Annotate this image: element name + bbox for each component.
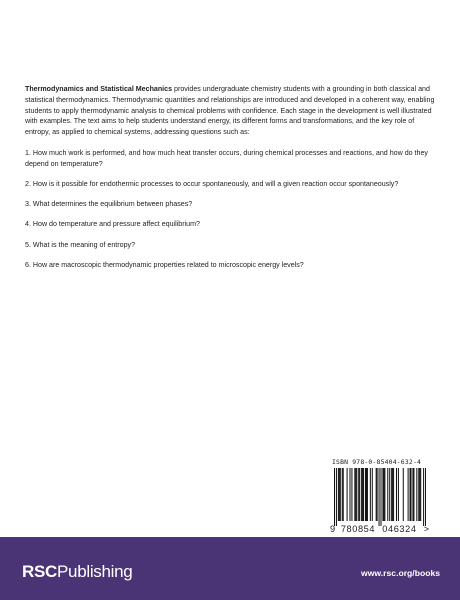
question-4: 4. How do temperature and pressure affect equilibrium?	[25, 220, 200, 229]
barcode-bar	[356, 468, 357, 521]
website-link[interactable]: www.rsc.org/books	[361, 568, 440, 578]
barcode-bar	[342, 468, 343, 521]
barcode-bar	[336, 468, 337, 526]
barcode-bar	[372, 468, 373, 521]
question-5: 5. What is the meaning of entropy?	[25, 240, 136, 249]
question-2: 2. How is it possible for endothermic processes to occur spontaneously, and will a given reaction occur spontaneously?	[25, 179, 399, 188]
barcode-bar	[396, 468, 397, 521]
barcode-bar	[351, 468, 352, 521]
barcode-bar	[361, 468, 362, 521]
barcode-bar	[419, 468, 420, 521]
question-3: 3. What determines the equilibrium between phases?	[25, 200, 193, 209]
barcode-bar	[423, 468, 424, 526]
barcode-bar	[365, 468, 366, 521]
barcode-bar	[387, 468, 388, 521]
barcode-bar	[416, 468, 417, 521]
barcode-bar	[383, 468, 384, 521]
blurb-text	[25, 84, 435, 280]
barcode-bar	[391, 468, 392, 521]
barcode-bar	[363, 468, 364, 521]
barcode-digits	[329, 524, 429, 534]
barcode-bar	[379, 468, 380, 526]
barcode-bar	[339, 468, 340, 521]
barcode-bar	[418, 468, 419, 521]
barcode-bar	[425, 468, 426, 526]
barcode-bar	[392, 468, 393, 521]
barcode-digits-right: 046324	[382, 524, 417, 534]
rsc-publishing-logo	[22, 562, 132, 582]
barcode-digits-left: 780854	[340, 524, 376, 534]
question-1: 1. How much work is performed, and how much heat transfer occurs, during chemical processes and reactions, and how do they depend on temperature?	[25, 148, 428, 168]
barcode-bar	[398, 468, 399, 521]
barcode-bar	[412, 468, 413, 521]
barcode-bar	[411, 468, 412, 521]
barcode-bar	[410, 468, 411, 521]
barcode-bar	[347, 468, 348, 521]
isbn-label: ISBN 978-0-85404-632-4	[332, 458, 422, 466]
barcode-bar	[384, 468, 385, 521]
barcode-bar	[349, 468, 350, 521]
barcode-bar	[403, 468, 404, 521]
barcode-bar	[338, 468, 339, 521]
question-6: 6. How are macroscopic thermodynamic properties related to microscopic energy levels?	[25, 260, 304, 269]
intro-paragraph	[25, 84, 435, 138]
barcode-bar	[376, 468, 377, 521]
barcode-bar	[370, 468, 371, 521]
barcode-bar	[408, 468, 409, 521]
barcode-bar	[380, 468, 381, 526]
barcode-bar	[420, 468, 421, 521]
intro-text: provides undergraduate chemistry students with a grounding in both classical and statistical thermodynamics. Thermodynamic quantities and relationships are introduced and developed in a coherent way, enabling students to apply thermodynamic analysis to chemical problems with confidence. Each stage in the development is well illustrated with examples. The text aims to help students understand energy, its different forms and transformations, and the key role of entropy, as applied to chemical systems, addressing questions such as:	[25, 85, 435, 137]
barcode-bar	[358, 468, 359, 521]
barcode-arrow: >	[423, 524, 429, 534]
barcode-digit-first: 9	[330, 524, 336, 534]
barcode-bar	[377, 468, 378, 521]
barcode-bar	[413, 468, 414, 521]
brand-publishing: Publishing	[57, 562, 133, 581]
barcode-bar	[343, 468, 344, 521]
barcode-bar	[366, 468, 367, 521]
barcode	[329, 458, 429, 538]
brand-rsc: RSC	[22, 562, 57, 581]
publisher-footer	[0, 537, 460, 600]
barcode-bar	[367, 468, 368, 521]
barcode-bar	[382, 468, 383, 521]
barcode-bar	[389, 468, 390, 521]
book-title: Thermodynamics and Statistical Mechanics	[25, 85, 173, 93]
barcode-bar	[355, 468, 356, 521]
barcode-bar	[362, 468, 363, 521]
barcode-bar	[334, 468, 335, 526]
barcode-bar	[340, 468, 341, 521]
barcode-bar	[359, 468, 360, 521]
barcode-bar	[354, 468, 355, 521]
barcode-bar	[393, 468, 394, 521]
barcode-bars	[334, 468, 426, 526]
